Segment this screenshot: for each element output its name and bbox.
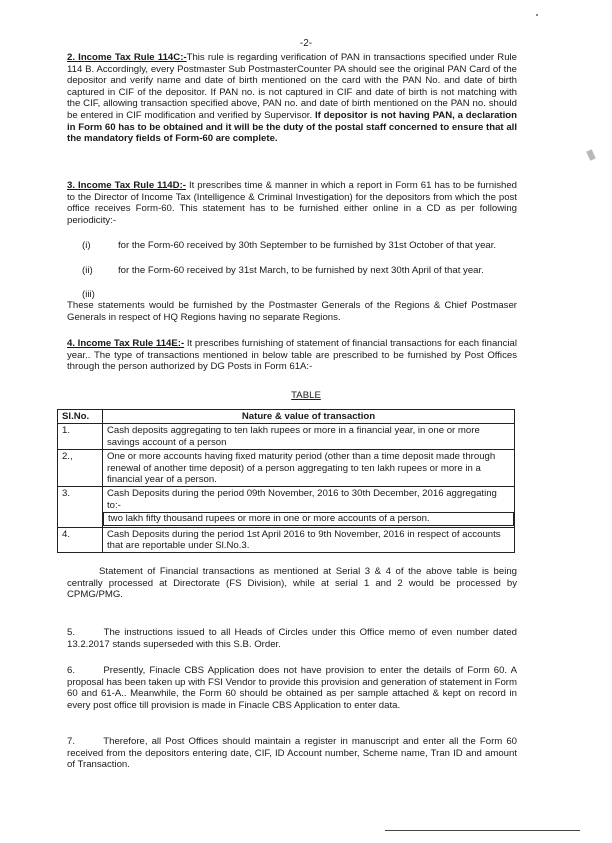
statement-note: Statement of Financial transactions as mentioned at Serial 3 & 4 of the above table is being centrally processed at Directorate (FS Division), while at serial 1 and 2 would be processed by CPMG/PMG. xyxy=(67,566,517,601)
paragraph-5: 5. The instructions issued to all Heads of Circles under this Office memo of even number dated 13.2.2017 stands superseded with this S.B. Order. xyxy=(67,627,520,650)
transactions-table xyxy=(57,409,515,553)
row-cell xyxy=(103,487,515,527)
row-sl: 2., xyxy=(58,450,103,487)
rule-114e-text: It prescribes furnishing of statement of financial transactions for each financial year.. The type of transactions mentioned in below table are prescribed to be furnished by Post Offices through the person authorized by DG Posts in Form 61A:- xyxy=(67,338,518,373)
row-sl: 3. xyxy=(58,487,103,527)
header-sl-no: Sl.No. xyxy=(58,410,103,424)
header-nature: Nature & value of transaction xyxy=(103,410,515,424)
periodicity-item-text: for the Form-60 received by 30th September to be furnished by 31st October of that year. xyxy=(118,240,497,251)
scan-speck xyxy=(536,14,538,16)
table-row xyxy=(58,487,515,527)
row-text: Cash Deposits during the period 1st April 2016 to 9th November, 2016 in respect of accounts that are reportable under Sl.No.3. xyxy=(103,527,515,553)
table-row xyxy=(58,424,515,450)
paragraph-6: 6. Presently, Finacle CBS Application does not have provision to enter the details of Form 60. A proposal has been taken up with FSI Vendor to provide this provision and generation of statement in Form 60 and 61-A.. Meanwhile, the Form 60 should be obtained as per sample attached & kept on record in every post office till provision is made in Finacle CBS Application to enter data. xyxy=(67,665,520,711)
row-text: Cash Deposits during the period 09th November, 2016 to 30th December, 2016 aggregating to:- xyxy=(107,488,497,511)
row-sl: 4. xyxy=(58,527,103,553)
row-text: Cash deposits aggregating to ten lakh rupees or more in a financial year, in one or more savings account of a person xyxy=(103,424,515,450)
rule-114c-text: This rule is regarding verification of PAN in transactions specified under Rule 114 B. Accordingly, every Postmaster Sub PostmasterCounter PA should see the original PAN Card of the depositor and verify name and date of birth mentioned on the card with the PAN No. and date of birth captured in CIF of the depositor. If PAN no. is not captured in CIF and date of birth is not matching with the CIF, allowing transaction specified above, PAN no. and date of birth mentioned on the PAN no. should be entered in CIF modification and verified by Supervisor. xyxy=(67,52,517,121)
rule-114d-closing: These statements would be furnished by the Postmaster Generals of the Regions & Chief Postmaser Generals in respect of HQ Regions having no separate Regions. xyxy=(67,300,517,323)
rule-114e-heading: 4. Income Tax Rule 114E:- xyxy=(67,338,185,349)
paragraph-7: 7. Therefore, all Post Offices should maintain a register in manuscript and enter all the Form 60 received from the depositors entering date, CIF, ID Account number, Scheme name, Tran ID and amount of Transaction. xyxy=(67,736,520,771)
periodicity-item-number: (i) xyxy=(82,240,91,251)
row-sl: 1. xyxy=(58,424,103,450)
rule-114c-bold-text: If depositor is not having PAN, a declaration in Form 60 has to be obtained and it will be the duty of the postal staff concerned to ensure that all the mandatory fields of Form-60 are complete. xyxy=(67,109,517,145)
periodicity-item-number: (ii) xyxy=(82,265,93,276)
table-header-row xyxy=(58,410,515,424)
periodicity-item-number: (iii) xyxy=(82,289,95,300)
rule-114e-paragraph xyxy=(67,338,517,373)
rule-114c-heading: 2. Income Tax Rule 114C:- xyxy=(67,52,187,63)
rule-114d-text: It prescribes time & manner in which a report in Form 61 has to be furnished to the Director of Income Tax (Intelligence & Criminal Investigation) for the depositors from which the post office receives Form-60. This statement has to be furnished either online in a CD as per following periodicity:- xyxy=(67,180,518,226)
scan-mark xyxy=(586,149,596,161)
table-title: TABLE xyxy=(291,390,321,401)
table-row xyxy=(58,450,515,487)
table-row xyxy=(58,527,515,553)
rule-114d-paragraph xyxy=(67,180,517,226)
page-number: -2- xyxy=(299,38,313,49)
footer-rule xyxy=(385,830,580,831)
rule-114d-heading: 3. Income Tax Rule 114D:- xyxy=(67,180,186,191)
periodicity-item-text: for the Form-60 received by 31st March, to be furnished by next 30th April of that year. xyxy=(118,265,484,276)
row-text: One or more accounts having fixed maturity period (other than a time deposit made through renewal of another time deposit) of a person aggregating to ten lakh rupees or more in a financial year of a person. xyxy=(103,450,515,487)
rule-114c-paragraph xyxy=(67,52,517,145)
row-sub-text: two lakh fifty thousand rupees or more in one or more accounts of a person. xyxy=(103,512,514,525)
